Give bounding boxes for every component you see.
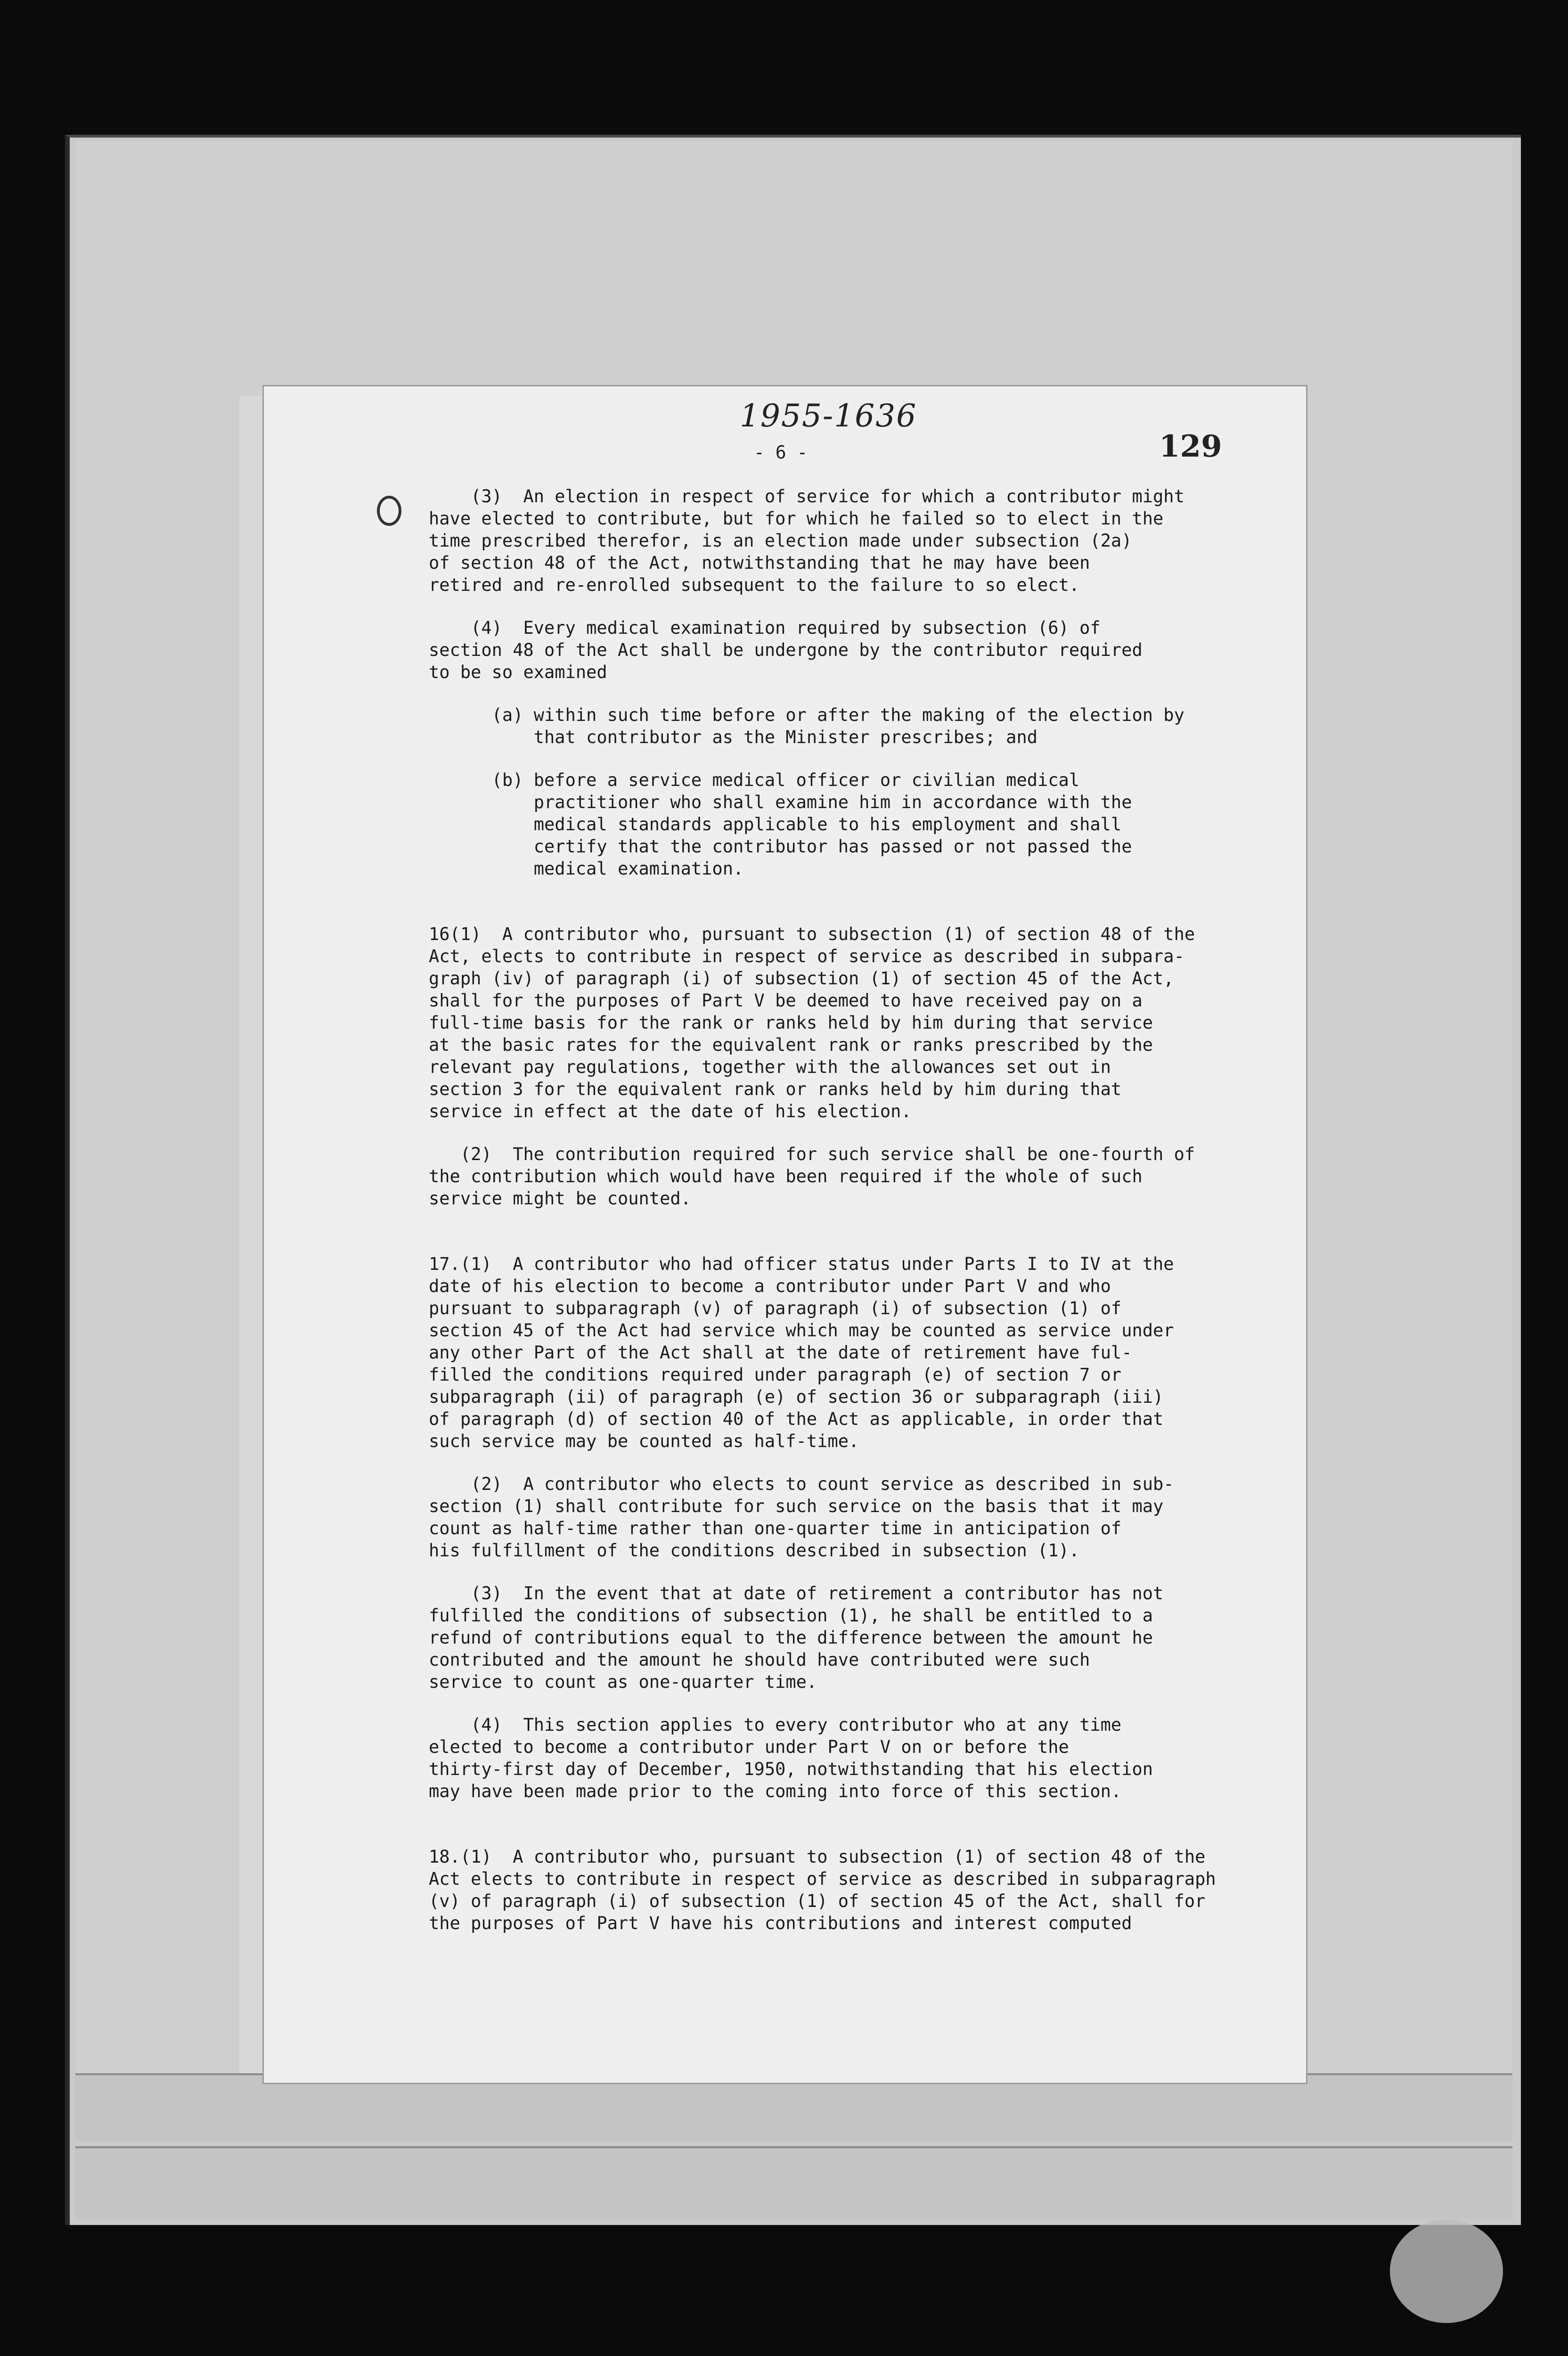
archive-stamp-icon [1390,2219,1503,2323]
paragraph-16-2: (2) The contribution required for such service shall be one-fourth of the contribution which would have been required if the whole of such service might be counted. [429,1144,1195,1209]
bottom-backing-strip [75,2146,1512,2219]
paragraph-17-4: (4) This section applies to every contributor who at any time elected to become a contributor under Part V on or before the thirty-first day of December, 1950, notwithstanding that his election may have been made prior to the coming into force of this section. [429,1715,1153,1801]
paragraph-16-1: 16(1) A contributor who, pursuant to subsection (1) of section 48 of the Act, elects to contribute in respect of service as described in subpara- graph (iv) of paragraph (i) of subsection (1) of section 45 of the Act, shall for the purposes of Part V be deemed to have received pay on a full-time basis for the rank or ranks held by him during that service at the basic rates for the equivalent rank or ranks prescribed by the relevant pay regulations, together with the allowances set out in section 3 for the equivalent rank or ranks held by him during that service in effect at the date of his election. [429,924,1195,1121]
paragraph-17-1: 17.(1) A contributor who had officer status under Parts I to IV at the date of his election to become a contributor under Part V and who pursuant to subparagraph (v) of paragraph (i) of subsection (1) of section 45 of the Act had service which may be counted as service under any other Part of the Act shall at the date of retirement have ful- filled the conditions required under paragraph (e) of section 7 or subparagraph (ii) of paragraph (e) of section 36 or subparagraph (iii) of paragraph (d) of section 40 of the Act as applicable, in order that such service may be counted as half-time. [429,1254,1174,1451]
paragraph-18-1: 18.(1) A contributor who, pursuant to subsection (1) of section 48 of the Act elects to contribute in respect of service as described in subparagraph (v) of paragraph (i) of subsection (1) of section 45 of the Act, shall for the purposes of Part V have his contributions and interest computed [429,1847,1216,1933]
page-shadow-edge [239,396,264,2073]
document-body [429,485,1291,1955]
paragraph-15-3: (3) An election in respect of service for which a contributor might have elected to contribute, but for which he failed so to elect in the time prescribed therefor, is an election made under subsection (2a) of section 48 of the Act, notwithstanding that he may have been retired and re-enrolled subsequent to the failure to so elect. [429,486,1184,595]
paragraph-17-3: (3) In the event that at date of retirement a contributor has not fulfilled the conditions of subsection (1), he shall be entitled to a refund of contributions equal to the difference between the amount he contributed and the amount he should have contributed were such service to count as one-quarter time. [429,1583,1164,1692]
folio-number: 129 [1159,429,1222,464]
lower-backing-strip [75,2073,1512,2141]
paragraph-15-4-a: (a) within such time before or after the making of the election by that contributor as the Minister prescribes; and [491,705,1184,747]
paragraph-15-4: (4) Every medical examination required by subsection (6) of section 48 of the Act shall be undergone by the contributor required to be so examined [429,618,1143,682]
page-number: - 6 - [754,442,808,463]
paragraph-17-2: (2) A contributor who elects to count service as described in sub- section (1) shall contribute for such service on the basis that it may count as half-time rather than one-quarter time in anticipation of his fulfillment of the conditions described in subsection (1). [429,1474,1174,1561]
paragraph-15-4-b: (b) before a service medical officer or civilian medical practitioner who shall examine him in accordance with the medical standards applicable to his employment and shall certify that the contributor has passed or not passed the medical examination. [491,770,1132,879]
punch-hole-icon [377,496,401,526]
document-page [264,386,1306,2083]
handwritten-reference: 1955-1636 [740,398,917,434]
